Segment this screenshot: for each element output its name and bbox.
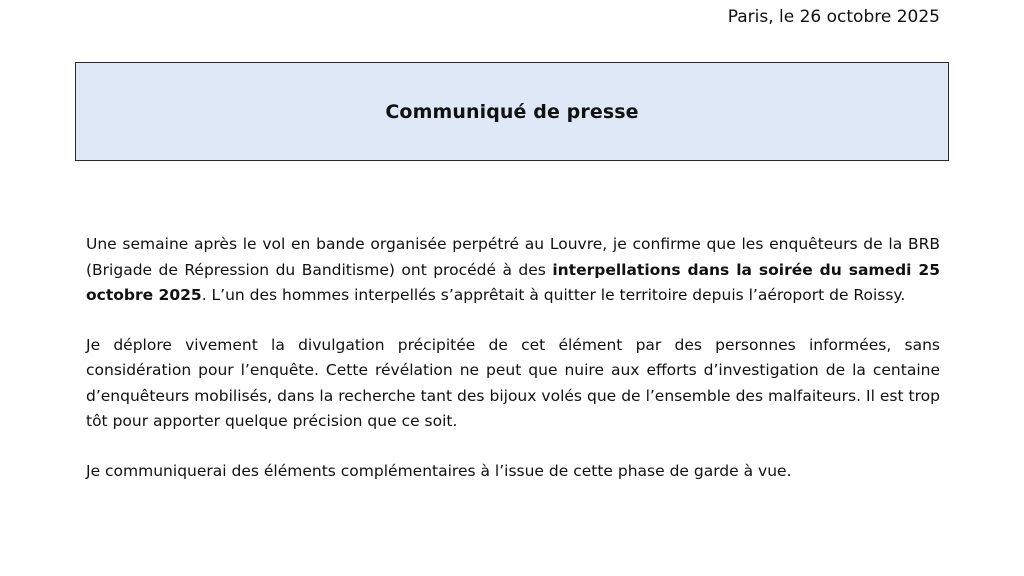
paragraph-arrests-text-start: Une semaine après le vol en bande organisée perpétré au Louvre, je confirme que les enquêteurs de la BRB (Brigade de Répression du Banditisme) ont procédé à des [86,235,940,279]
paragraph-arrests-text-end: . L’un des hommes interpellés s’apprêtait à quitter le territoire depuis l’aéroport de Roissy. [201,286,906,304]
press-release-title: Communiqué de presse [385,100,639,123]
press-release-header-box [75,62,949,161]
paragraph-arrests-bold-text: interpellations dans la soirée du samedi 25 octobre 2025 [86,260,940,304]
press-release-body [86,232,940,508]
paragraph-followup: Je communiquerai des éléments complémentaires à l’issue de cette phase de garde à vue. [86,461,792,480]
document-date: Paris, le 26 octobre 2025 [727,7,940,27]
paragraph-arrests [86,232,940,309]
paragraph-disclosure: Je déplore vivement la divulgation précipitée de cet élément par des personnes informées, sans considération pour l’enquête. Cette révélation ne peut que nuire aux efforts d’investigation de la centaine d’enquêteurs mobilisés, dans la recherche tant des bijoux volés que de l’ensemble des malfaiteurs. Il est trop tôt pour apporter quelque précision que ce soit. [86,335,940,430]
